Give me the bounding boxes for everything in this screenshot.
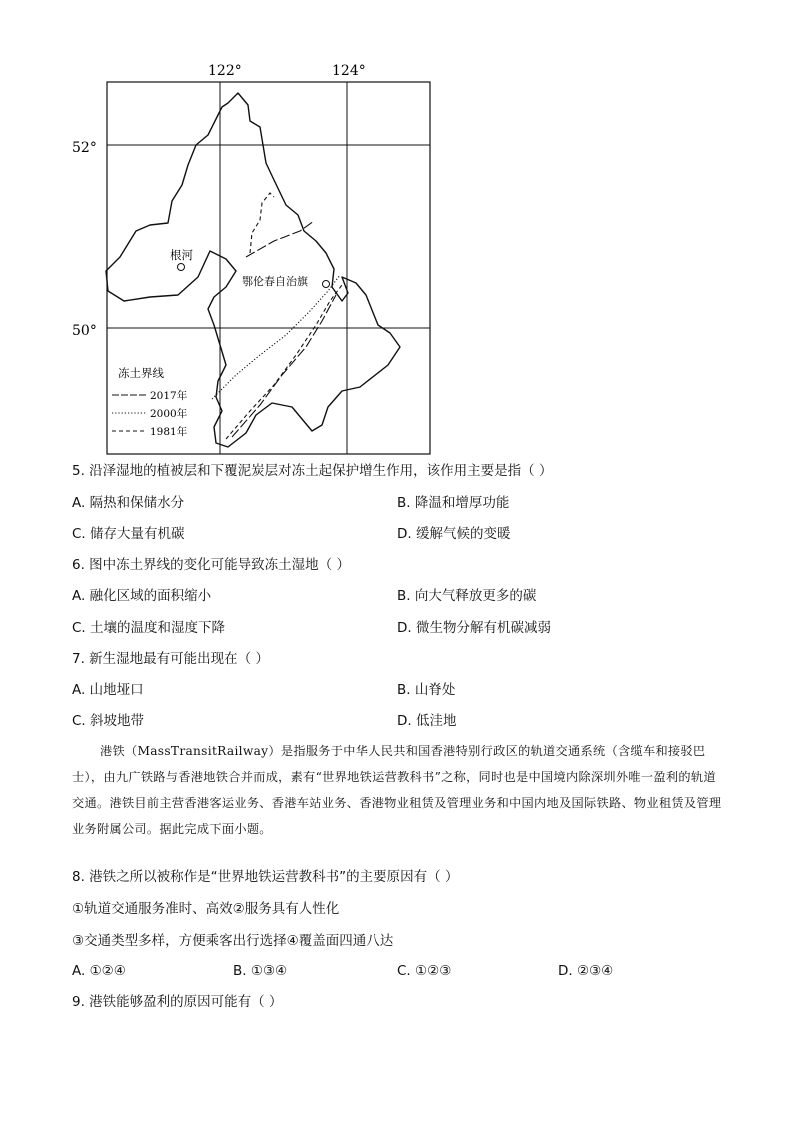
boundary-2000 (212, 275, 340, 399)
legend-label-2000: 2000年 (150, 408, 188, 420)
question-9-stem: 9. 港铁能够盈利的原因可能有（ ） (72, 994, 283, 1010)
permafrost-map (60, 55, 450, 460)
question-8-stem: 8. 港铁之所以被称作是“世界地铁运营教科书”的主要原因有（ ） (72, 869, 459, 885)
question-7-option-b: B. 山脊处 (397, 682, 456, 698)
question-6-option-d: D. 微生物分解有机碳减弱 (397, 620, 551, 636)
lat-label-50: 50° (72, 323, 97, 339)
question-5-stem: 5. 沿泽湿地的植被层和下覆泥炭层对冻土起保护增生作用，该作用主要是指（ ） (72, 463, 553, 479)
question-8-option-c: C. ①②③ (397, 963, 452, 979)
question-8-option-a: A. ①②④ (72, 963, 126, 979)
question-5-option-d: D. 缓解气候的变暖 (397, 526, 511, 542)
lon-label-124: 124° (332, 63, 366, 79)
boundary-1981 (250, 193, 274, 253)
question-7-option-d: D. 低洼地 (397, 713, 457, 729)
town-genhe-label: 根河 (170, 248, 193, 262)
question-8-option-d: D. ②③④ (558, 963, 614, 979)
question-7-option-a: A. 山地垭口 (72, 682, 144, 698)
boundary-2017 (246, 221, 314, 257)
question-5-option-c: C. 储存大量有机碳 (72, 526, 185, 542)
question-6-option-a: A. 融化区域的面积缩小 (72, 588, 212, 604)
passage-text: 港铁（MassTransitRailway）是指服务于中华人民共和国香港特别行政区的轨道交通系统（含缆车和接驳巴士），由九广铁路与香港地铁合并而成，素有“世界地铁运营教科书”之称，同时也是中国境内除深圳外唯一盈利的轨道交通。港铁目前主营香港客运业务、香港车站业务、香港物业租赁及管理业务和中国内地及国际铁路、物业租赁及管理业务附属公司。据此完成下面小题。 (72, 744, 722, 836)
lon-label-122: 122° (208, 63, 242, 79)
question-6-option-c: C. 土壤的温度和湿度下降 (72, 620, 226, 636)
question-5-option-b: B. 降温和增厚功能 (397, 495, 510, 511)
town-genhe-marker (178, 264, 185, 271)
question-8-option-b: B. ①③④ (233, 963, 288, 979)
legend-title: 冻土界线 (118, 366, 164, 380)
town-elunchun-marker (323, 281, 330, 288)
question-7-option-c: C. 斜坡地带 (72, 713, 145, 729)
question-5-option-a: A. 隔热和保储水分 (72, 495, 185, 511)
legend-label-2017: 2017年 (150, 390, 188, 402)
question-8-statement-2: ③交通类型多样，方便乘客出行选择④覆盖面四通八达 (72, 933, 394, 949)
question-8-statement-1: ①轨道交通服务准时、高效②服务具有人性化 (72, 901, 340, 917)
legend-label-1981: 1981年 (150, 426, 188, 438)
town-elunchun-label: 鄂伦春自治旗 (242, 275, 308, 288)
question-6-option-b: B. 向大气释放更多的碳 (397, 588, 537, 604)
lat-label-52: 52° (72, 140, 97, 156)
question-6-stem: 6. 图中冻土界线的变化可能导致冻土湿地（ ） (72, 557, 350, 573)
question-7-stem: 7. 新生湿地最有可能出现在（ ） (72, 651, 269, 667)
